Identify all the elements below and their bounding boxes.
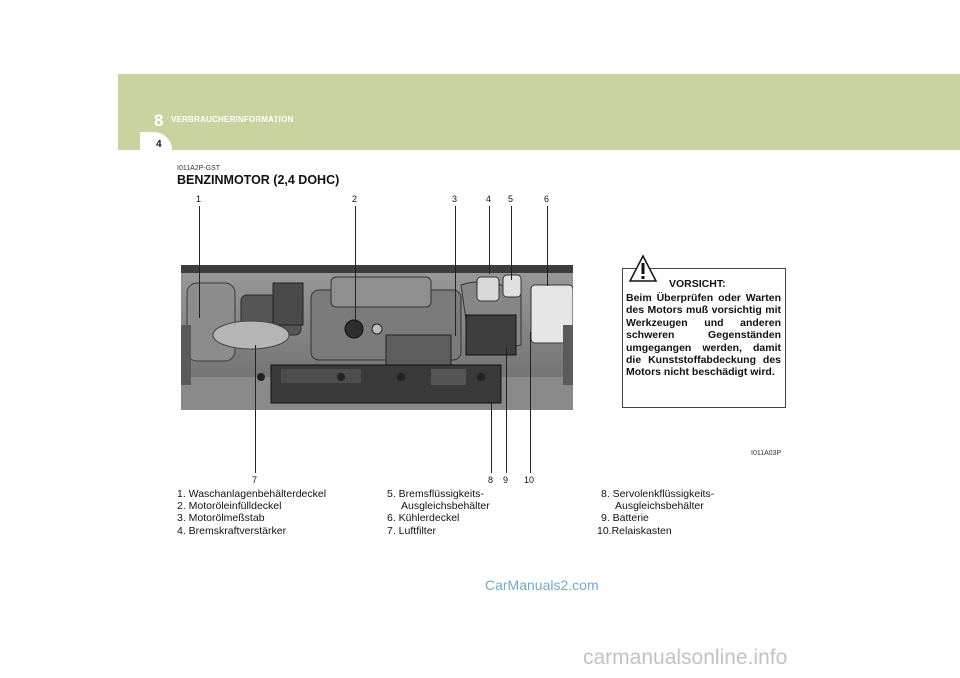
- callout-2: 2: [352, 194, 358, 204]
- legend-item-3: 3. Motorölmeßstab: [177, 512, 265, 525]
- leader-line-4: [489, 206, 490, 274]
- legend-item-2: 2. Motoröleinfülldeckel: [177, 500, 282, 513]
- leader-line-1: [199, 206, 200, 318]
- leader-line-2: [355, 206, 356, 324]
- legend-item-6: 6. Kühlerdeckel: [387, 512, 460, 525]
- leader-line-3: [455, 206, 456, 336]
- leader-line-10: [530, 332, 531, 473]
- page-number: 4: [156, 139, 162, 150]
- legend-item-1: 1. Waschanlagenbehälterdeckel: [177, 488, 327, 500]
- watermark-carmanualsonline: carmanualsonline.info: [583, 646, 788, 669]
- legend-item-8-cont: Ausgleichsbehälter: [615, 500, 704, 513]
- watermark-carmanuals2: CarManuals2.com: [485, 577, 599, 593]
- callout-9: 9: [503, 475, 509, 485]
- warning-icon: [628, 254, 658, 284]
- legend-column-1: [177, 488, 326, 537]
- legend-item-9: 9. Batterie: [601, 512, 649, 525]
- callout-3: 3: [452, 194, 458, 204]
- leader-line-6: [547, 206, 548, 286]
- callout-4: 4: [486, 194, 492, 204]
- page-tab: [140, 132, 172, 168]
- legend-item-4: 4. Bremskraftverstärker: [177, 524, 287, 537]
- chapter-number: 8: [154, 111, 164, 130]
- legend-item-7: 7. Luftfilter: [387, 524, 437, 537]
- legend-item-10: 10.Relaiskasten: [597, 524, 672, 537]
- callout-5: 5: [508, 194, 514, 204]
- section-code: I011A2P-GST: [177, 165, 221, 172]
- callout-10: 10: [524, 475, 535, 485]
- callout-8: 8: [488, 475, 494, 485]
- engine-bay-image: [181, 265, 573, 410]
- leader-line-7: [255, 345, 256, 473]
- legend-item-5: 5. Bremsflüssigkeits-: [387, 488, 484, 500]
- header-band: [118, 74, 960, 150]
- callout-1: 1: [196, 194, 202, 204]
- legend-column-2: [387, 488, 490, 537]
- leader-line-8: [491, 402, 492, 473]
- warning-text: Beim Überprüfen oder Warten des Motors muß vorsichtig mit Werkzeugen und anderen schweren Gegenständen umgegangen werden, damit die Kunststoffabdeckung des Motors nicht beschädigt wird.: [626, 292, 781, 379]
- section-heading: BENZINMOTOR (2,4 DOHC): [177, 173, 340, 187]
- leader-line-5: [511, 206, 512, 280]
- legend-item-5-cont: Ausgleichsbehälter: [401, 500, 490, 513]
- figure-code: I011A03P: [751, 450, 782, 457]
- callout-7: 7: [252, 475, 258, 485]
- legend-item-8: 8. Servolenkflüssigkeits-: [601, 488, 715, 500]
- section-title: VERBRAUCHERINFORMATION: [171, 115, 294, 124]
- legend-column-3: [597, 488, 714, 537]
- leader-line-9: [506, 348, 507, 473]
- callout-6: 6: [544, 194, 550, 204]
- warning-title: VORSICHT:: [669, 278, 726, 290]
